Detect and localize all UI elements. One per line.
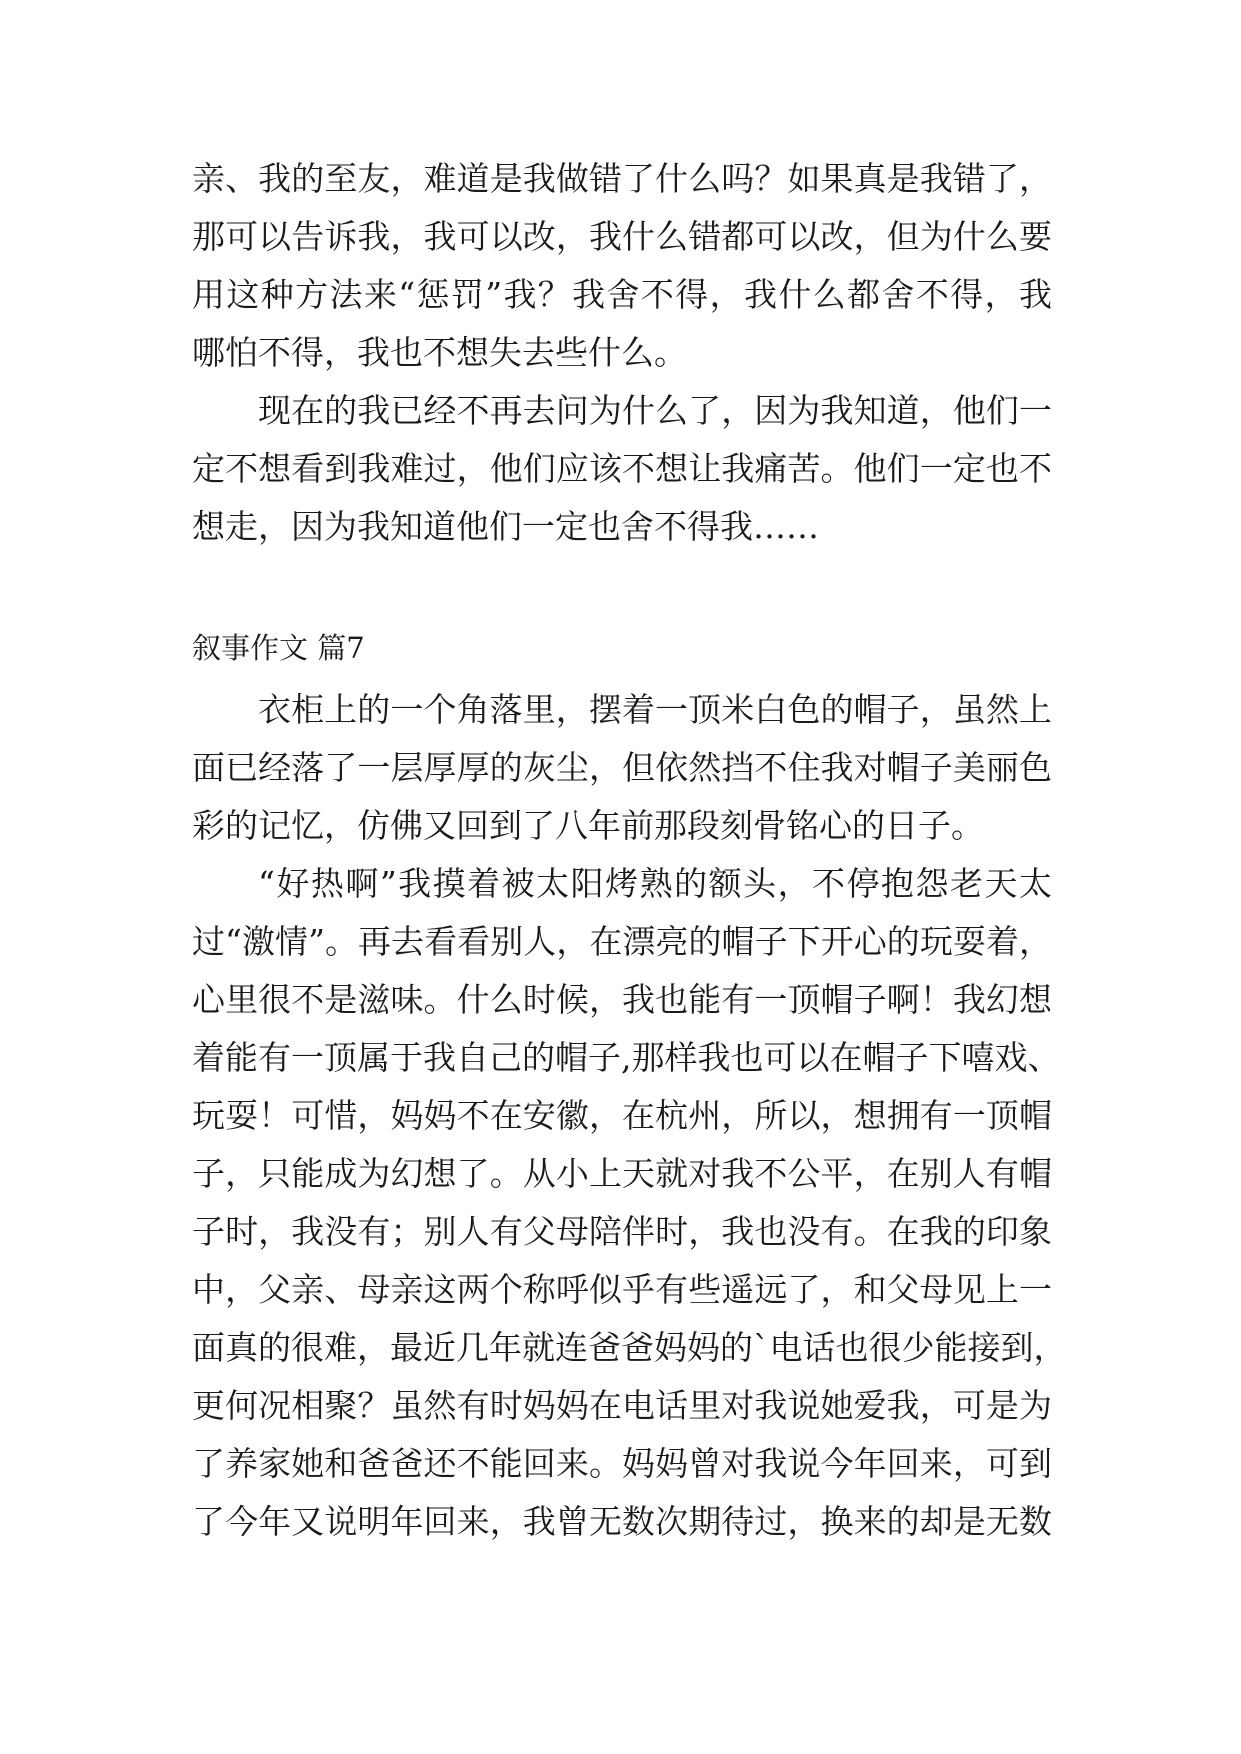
paragraph-first-line: 衣柜上的一个角落里，摆着一顶米白色的帽子，虽然上 [258, 690, 1052, 729]
text-line: 了今年又说明年回来，我曾无数次期待过，换来的却是无数 [192, 1502, 1052, 1541]
text-line: 定不想看到我难过，他们应该不想让我痛苦。他们一定也不 [192, 449, 1052, 488]
text-line: 那可以告诉我，我可以改，我什么错都可以改，但为什么要 [192, 217, 1052, 256]
text-line: 中，父亲、母亲这两个称呼似乎有些遥远了，和父母见上一 [192, 1270, 1052, 1309]
text-line: 子，只能成为幻想了。从小上天就对我不公平，在别人有帽 [192, 1154, 1052, 1193]
text-line: 过“激情”。再去看看别人，在漂亮的帽子下开心的玩耍着， [192, 922, 1052, 961]
text-line: 想走，因为我知道他们一定也舍不得我…… [192, 507, 819, 546]
paragraph-first-line: 现在的我已经不再去问为什么了，因为我知道，他们一 [258, 391, 1052, 430]
text-line: 亲、我的至友，难道是我做错了什么吗？如果真是我错了， [192, 159, 1052, 198]
text-line: 玩耍！可惜，妈妈不在安徽，在杭州，所以，想拥有一顶帽 [192, 1096, 1052, 1135]
text-line: 用这种方法来“惩罚”我？我舍不得，我什么都舍不得，我 [192, 275, 1052, 314]
text-line: 更何况相聚？虽然有时妈妈在电话里对我说她爱我，可是为 [192, 1386, 1052, 1425]
text-line: 面真的很难，最近几年就连爸爸妈妈的`电话也很少能接到， [192, 1328, 1067, 1367]
text-line: 心里很不是滋味。什么时候，我也能有一顶帽子啊！我幻想 [192, 980, 1052, 1019]
text-line: 着能有一顶属于我自己的帽子,那样我也可以在帽子下嘻戏、 [192, 1038, 1061, 1077]
text-line: 了养家她和爸爸还不能回来。妈妈曾对我说今年回来，可到 [192, 1444, 1052, 1483]
text-line: 哪怕不得，我也不想失去些什么。 [192, 333, 687, 372]
text-line: 子时，我没有；别人有父母陪伴时，我也没有。在我的印象 [192, 1212, 1052, 1251]
paragraph-first-line: “好热啊”我摸着被太阳烤熟的额头，不停抱怨老天太 [258, 864, 1052, 903]
text-line: 彩的记忆，仿佛又回到了八年前那段刻骨铭心的日子。 [192, 806, 984, 845]
section-heading: 叙事作文 篇7 [192, 631, 365, 665]
text-line: 面已经落了一层厚厚的灰尘，但依然挡不住我对帽子美丽色 [192, 748, 1052, 787]
